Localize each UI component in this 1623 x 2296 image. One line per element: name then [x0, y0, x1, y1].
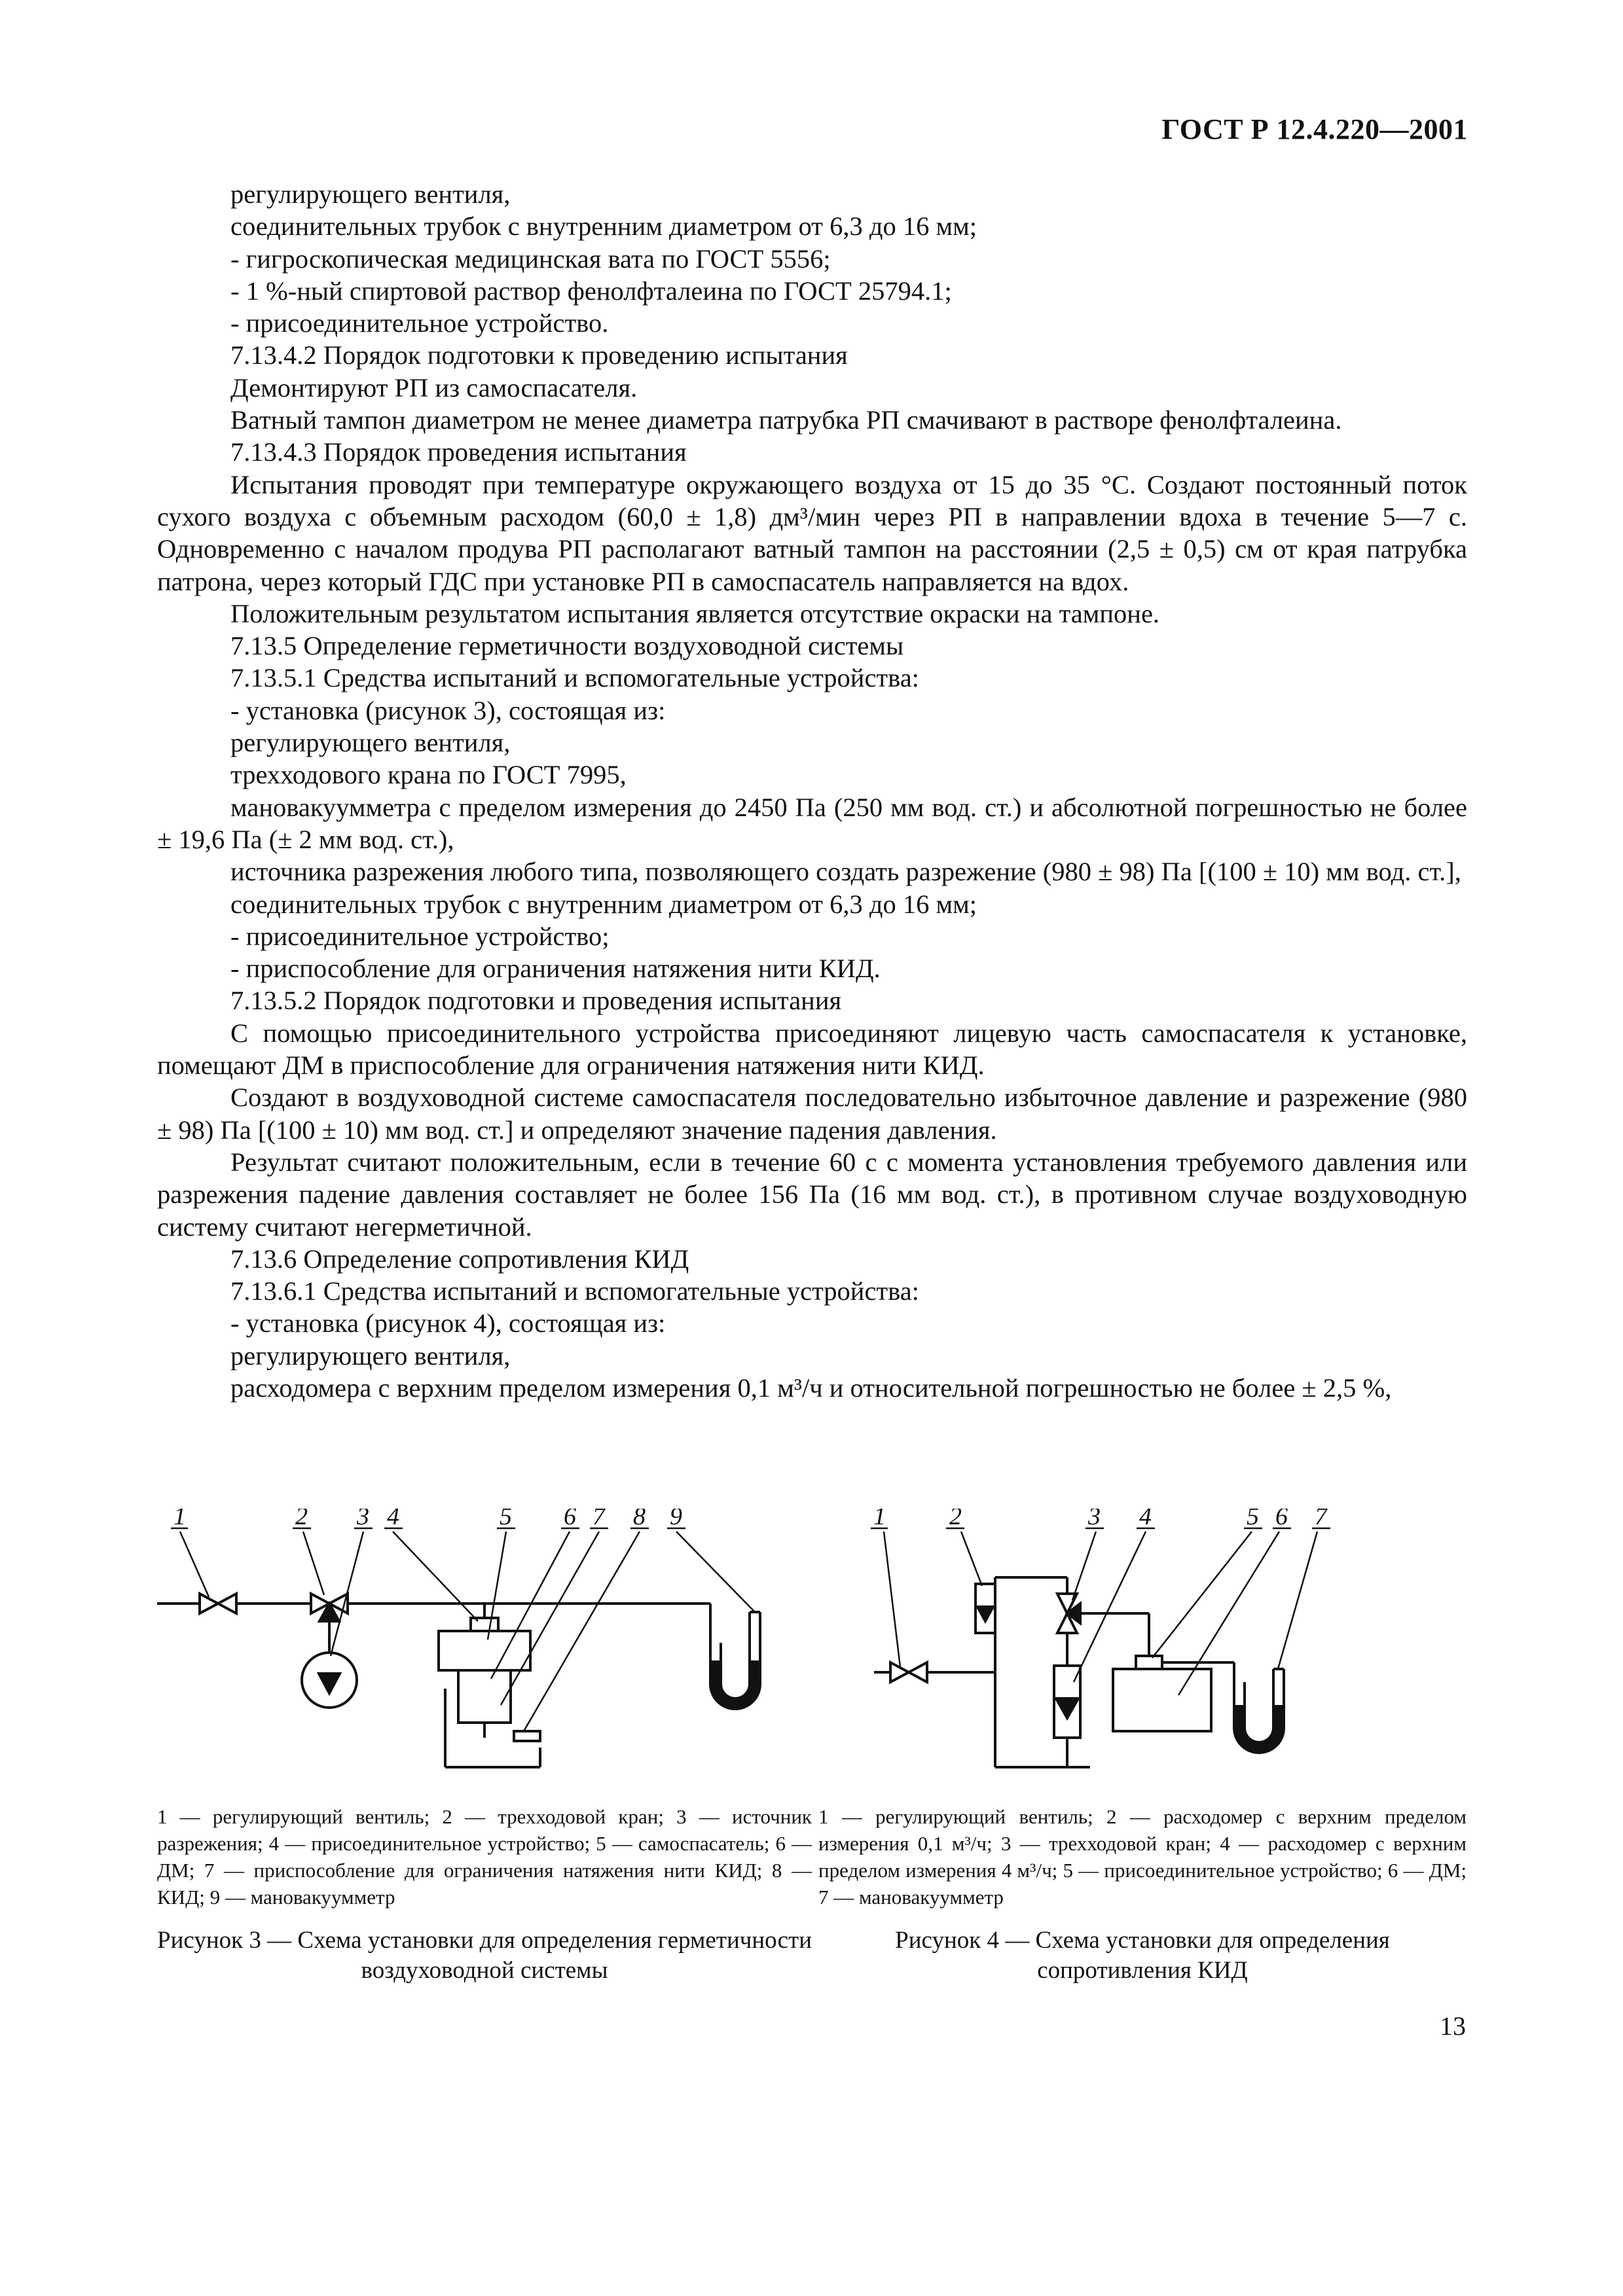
body-line: - 1 %-ный спиртовой раствор фенолфталеина по ГОСТ 25794.1;	[230, 276, 952, 306]
page-number: 13	[1440, 2011, 1466, 2041]
body-line: - присоединительное устройство.	[230, 308, 609, 338]
document-header-code: ГОСТ Р 12.4.220—2001	[1161, 113, 1468, 145]
body-line: 7.13.5.2 Порядок подготовки и проведения испытания	[230, 986, 842, 1016]
fig3-label-6: 6	[564, 1509, 576, 1530]
figure-4-diagram	[845, 1509, 1486, 1797]
body-line: 7.13.4.2 Порядок подготовки к проведению испытания	[230, 340, 848, 370]
fig3-label-3: 3	[357, 1509, 369, 1530]
body-line: трехходового крана по ГОСТ 7995,	[230, 760, 627, 790]
body-line: регулирующего вентиля,	[230, 728, 511, 758]
fig4-label-1: 1	[873, 1509, 886, 1530]
body-line: - приспособление для ограничения натяжения нити КИД.	[230, 954, 881, 984]
body-line: регулирующего вентиля,	[230, 179, 511, 209]
fig3-label-7: 7	[593, 1509, 605, 1530]
figure-3-diagram	[147, 1509, 825, 1797]
body-line: Испытания проводят при температуре окружающего воздуха от 15 до 35 °С. Создают постоянный поток сухого воздуха с объемным расходом (60,0 ± 1,8) дм³/мин через РП в направлении вдоха в течение 5—7 с. Одновременно с началом продува РП располагают ватный тампон на расстоянии (2,5 ± 0,5) см от края патрубка патрона, через который ГДС при установке РП в самоспасатель направляется на вдох.	[157, 469, 1467, 596]
fig3-label-8: 8	[633, 1509, 646, 1530]
body-line: - гигроскопическая медицинская вата по ГОСТ 5556;	[230, 243, 831, 274]
fig3-label-4: 4	[387, 1509, 399, 1530]
body-line: Создают в воздуховодной системе самоспасателя последовательно избыточное давление и разрежение (980 ± 98) Па [(100 ± 10) мм вод. ст.] и определяют значение падения давления.	[157, 1083, 1467, 1145]
fig4-label-7: 7	[1315, 1509, 1327, 1530]
body-line: Результат считают положительным, если в течение 60 с с момента установления требуемого давления или разрежения падение давления составляет не более 156 Па (16 мм вод. ст.), в противном случае воздуховодную систему считают негерметичной.	[157, 1147, 1467, 1242]
body-line: 7.13.6.1 Средства испытаний и вспомогательные устройства:	[230, 1276, 919, 1306]
fig4-label-6: 6	[1275, 1509, 1288, 1530]
fig3-label-2: 2	[295, 1509, 308, 1530]
body-line: расходомера с верхним пределом измерения 0,1 м³/ч и относительной погрешностью не более ± 2,5 %,	[230, 1372, 1392, 1403]
body-line: Положительным результатом испытания является отсутствие окраски на тампоне.	[230, 598, 1160, 628]
body-line: Ватный тампон диаметром не менее диаметра патрубка РП смачивают в растворе фенолфталеина.	[230, 405, 1342, 435]
body-line: 7.13.5 Определение герметичности воздуховодной системы	[230, 631, 904, 661]
body-line: соединительных трубок с внутренним диаметром от 6,3 до 16 мм;	[230, 211, 977, 242]
fig3-label-1: 1	[173, 1509, 186, 1530]
body-line: соединительных трубок с внутренним диаметром от 6,3 до 16 мм;	[230, 889, 977, 919]
body-line: мановакуумметра с пределом измерения до 2450 Па (250 мм вод. ст.) и абсолютной погрешностью не более ± 19,6 Па (± 2 мм вод. ст.),	[157, 792, 1467, 854]
fig3-label-9: 9	[670, 1509, 682, 1530]
figure-3-legend: 1 — регулирующий вентиль; 2 — трехходовой кран; 3 — источник разрежения; 4 — присоединительное устройство; 5 — самоспасатель; 6 — ДМ; 7 — приспособление для ограничения натяжения нити КИД; 8 — КИД; 9 — мановакуумметр	[157, 1805, 812, 1909]
fig4-label-4: 4	[1139, 1509, 1152, 1530]
fig4-label-2: 2	[949, 1509, 962, 1530]
figure-4-caption: Рисунок 4 — Схема установки для определения сопротивления КИД	[895, 1927, 1390, 1984]
body-text	[157, 178, 1467, 1404]
body-line: регулирующего вентиля,	[230, 1340, 511, 1371]
body-line: 7.13.4.3 Порядок проведения испытания	[230, 437, 687, 467]
figure-4-legend: 1 — регулирующий вентиль; 2 — расходомер с верхним пределом измерения 0,1 м³/ч; 3 — трехходовой кран; 4 — расходомер с верхним пределом измерения 4 м³/ч; 5 — присоединительное устройство; 6 — ДМ; 7 — мановакуумметр	[818, 1805, 1467, 1909]
body-line: - установка (рисунок 4), состоящая из:	[230, 1308, 666, 1338]
body-line: С помощью присоединительного устройства присоединяют лицевую часть самоспасателя к установке, помещают ДМ в приспособление для ограничения натяжения нити КИД.	[157, 1018, 1467, 1081]
fig4-label-3: 3	[1088, 1509, 1101, 1530]
body-line: Демонтируют РП из самоспасателя.	[230, 372, 638, 403]
body-line: 7.13.6 Определение сопротивления КИД	[230, 1244, 689, 1274]
body-line: источника разрежения любого типа, позволяющего создать разрежение (980 ± 98) Па [(100 ± 10) мм вод. ст.],	[230, 857, 1461, 887]
body-line: - присоединительное устройство;	[230, 921, 610, 951]
body-line: - установка (рисунок 3), состоящая из:	[230, 695, 666, 725]
body-line: 7.13.5.1 Средства испытаний и вспомогательные устройства:	[230, 663, 919, 693]
figure-3-caption: Рисунок 3 — Схема установки для определения герметичности воздуховодной системы	[157, 1927, 812, 1984]
fig4-label-5: 5	[1247, 1509, 1259, 1530]
fig3-label-5: 5	[500, 1509, 512, 1530]
